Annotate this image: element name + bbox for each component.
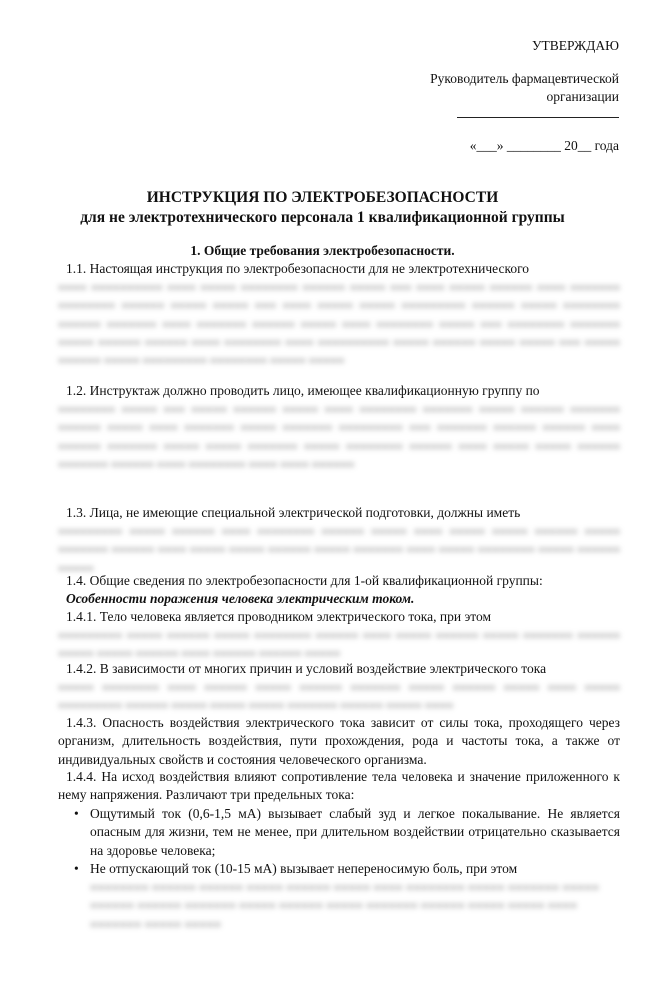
document-title: ИНСТРУКЦИЯ ПО ЭЛЕКТРОБЕЗОПАСНОСТИ — [146, 189, 499, 206]
paragraph-1-4-4: 1.4.4. На исход воздействия влияют сопротивление тела человека и значение приложенного к нему напряжения. Различают три предельных тока: — [58, 769, 620, 803]
list-item-text: Не отпускающий ток (10-15 мА) вызывает непереносимую боль, при этом — [90, 861, 518, 876]
paragraph-1-4-3: 1.4.3. Опасность воздействия электрического тока зависит от силы тока, проходящего через организм, длительность воздействия, пути прохождения, рода и частоты тока, а также от индивидуальных свойств и состояния человеческого организма. — [58, 715, 620, 767]
blurred-text: ======== ===== === ===== ====== ===== ==== ======== ======= ===== ====== ======= ====== ===== ==== ======= ===== ======= ========= === ======= ====== ====== ==== ====== ======= ===== ===== ======= ===== ======== ====== ==== ===== ===== ====== ======= ====== ==== ======== ==== ==== ====== — [58, 402, 620, 472]
list-item — [74, 805, 620, 860]
approval-date: «___» ________ 20__ года — [469, 138, 619, 153]
signature-line — [457, 117, 619, 118]
approval-title: УТВЕРЖДАЮ — [531, 38, 619, 53]
paragraph-1-4-1: 1.4.1. Тело человека является проводником электрического тока, при этом — [66, 609, 492, 624]
paragraph-1-2: 1.2. Инструктаж должно проводить лицо, имеющее квалификационную группу по — [66, 383, 540, 398]
approval-role: Руководитель фармацевтической организации — [430, 71, 619, 104]
section-heading: 1. Общие требования электробезопасности. — [190, 243, 455, 258]
blurred-text: ===== ======== ==== ====== ===== ====== ======= ===== ====== ===== ==== ===== ========= ====== ===== ===== ===== ======= ====== ===== ==== — [58, 680, 620, 714]
blurred-text: ========= ===== ====== ==== ======== ====== ===== ==== ===== ===== ====== ===== ======= ====== ==== ===== ===== ====== ===== ======= ==== ===== ======== ===== ====== ===== — [58, 524, 620, 576]
paragraph-1-4: 1.4. Общие сведения по электробезопасности для 1-ой квалификационной группы: — [66, 573, 543, 588]
blurred-text: ========= ===== ====== ===== ======== ====== ==== ===== ====== ===== ======= ====== ===== ===== ====== ==== ====== ====== ===== — [58, 628, 620, 662]
blurred-text: ==== ========== ==== ===== ======== ====== ===== === ==== ===== ====== ==== ======= ======== ====== ===== ===== === ==== ===== ===== ========= ====== ===== ======== ====== ======= ==== ======= ====== ===== ==== ======== ===== === ======== ======= ===== ====== ====== ==== ======== ==== ========== ===== ====== ===== ===== === ===== ====== ===== ========= ======== ===== ===== — [58, 280, 620, 369]
bullet-icon: • — [74, 861, 79, 876]
list-item-text: Ощутимый ток (0,6-1,5 мА) вызывает слабый зуд и легкое покалывание. Не является опасным для жизни, тем не менее, при длительном воздействии отрицательно сказывается на здоровье человека; — [90, 806, 620, 858]
blurred-text: ======== ====== ====== ===== ====== ===== ==== ======== ===== ======= ===== ====== ====== ======= ===== ====== ===== ======= ====== ===== ===== ==== ======= ===== ===== — [90, 880, 600, 932]
paragraph-1-4-2: 1.4.2. В зависимости от многих причин и условий воздействие электрического тока — [66, 661, 547, 676]
paragraph-1-3: 1.3. Лица, не имеющие специальной электрической подготовки, должны иметь — [66, 505, 521, 520]
document-subtitle: для не электротехнического персонала 1 квалификационной группы — [80, 209, 565, 226]
bullet-icon: • — [74, 806, 79, 821]
list-item — [74, 860, 620, 878]
paragraph-1-1: 1.1. Настоящая инструкция по электробезопасности для не электротехнического — [66, 261, 530, 276]
paragraph-1-4-subheading: Особенности поражения человека электрическим током. — [66, 591, 415, 606]
